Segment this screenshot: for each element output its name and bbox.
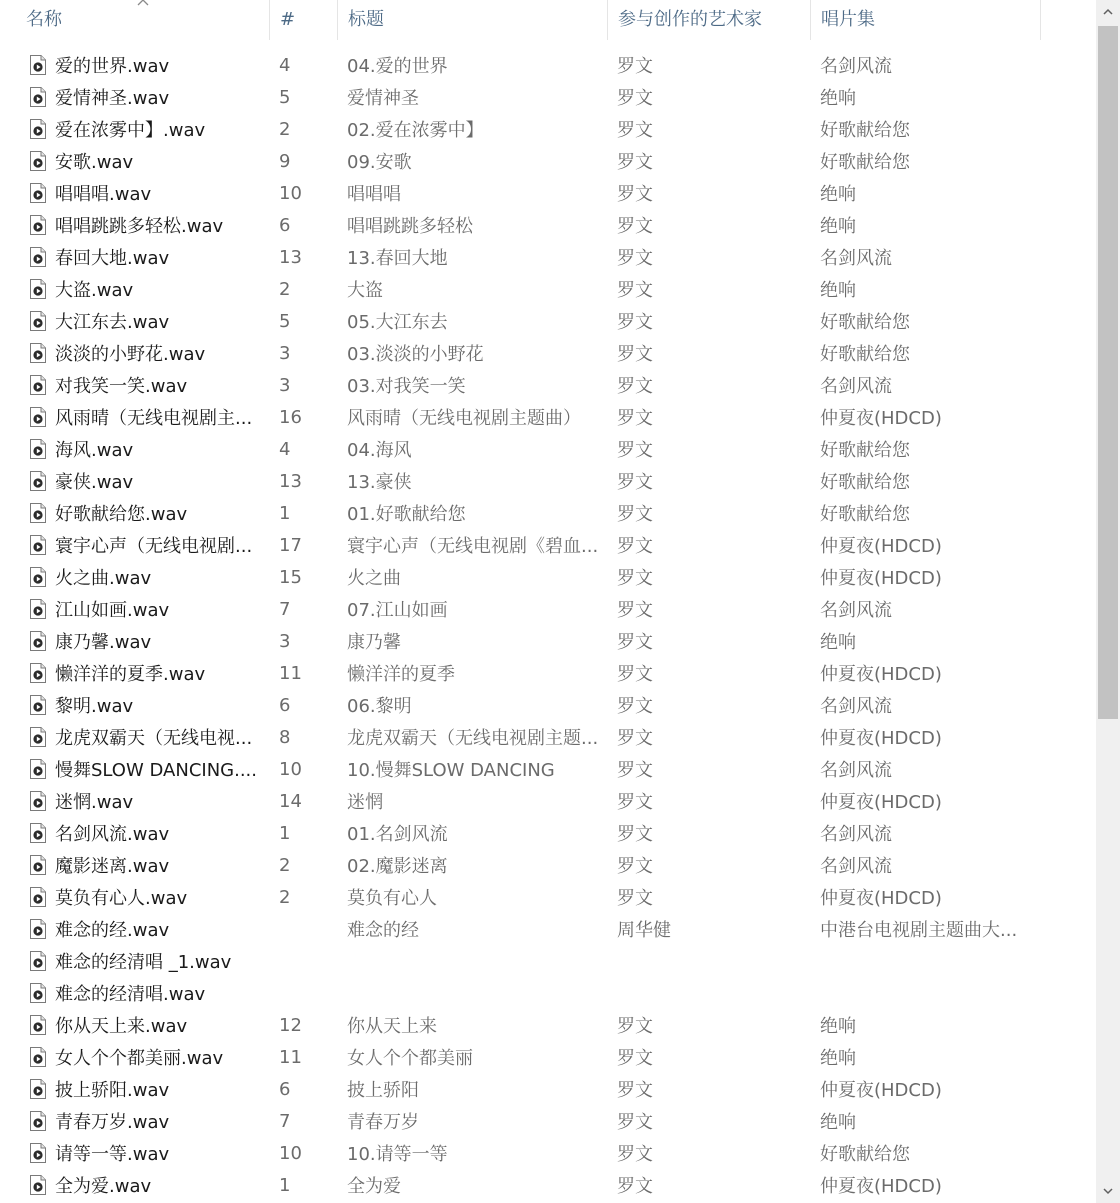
file-name-cell: [0, 340, 270, 366]
file-row[interactable]: [0, 497, 1096, 529]
file-name-cell: [0, 884, 270, 910]
track-number: 2: [279, 118, 291, 140]
file-row[interactable]: [0, 433, 1096, 465]
contributing-artist: 罗文: [617, 1080, 653, 1101]
track-title: 04.爱的世界: [347, 56, 448, 77]
file-name: 迷惘.wav: [55, 792, 134, 813]
track-title: 07.江山如画: [347, 600, 448, 621]
wav-audio-file-icon: [29, 343, 47, 363]
file-name: 慢舞SLOW DANCING....: [55, 760, 257, 781]
wav-audio-file-icon: [29, 471, 47, 491]
album-name: 好歌献给您: [820, 472, 910, 493]
file-name: 莫负有心人.wav: [55, 888, 188, 909]
file-name: 你从天上来.wav: [55, 1016, 188, 1037]
track-title: 青春万岁: [347, 1112, 419, 1133]
contributing-artist: 罗文: [617, 856, 653, 877]
track-title: 女人个个都美丽: [347, 1048, 473, 1069]
wav-audio-file-icon: [29, 791, 47, 811]
album-name: 好歌献给您: [820, 504, 910, 525]
track-title: 02.魔影迷离: [347, 856, 448, 877]
wav-audio-file-icon: [29, 951, 47, 971]
album-name: 绝响: [820, 1016, 856, 1037]
track-title: 披上骄阳: [347, 1080, 419, 1101]
contributing-artist: 罗文: [617, 440, 653, 461]
album-name: 绝响: [820, 280, 856, 301]
wav-audio-file-icon: [29, 1175, 47, 1195]
file-row[interactable]: [0, 945, 1096, 977]
file-name: 豪侠.wav: [55, 472, 134, 493]
track-number: 13: [279, 470, 302, 492]
file-name: 安歌.wav: [55, 152, 134, 173]
wav-audio-file-icon: [29, 503, 47, 523]
file-name-cell: [0, 916, 270, 942]
track-title: 03.淡淡的小野花: [347, 344, 484, 365]
track-number: 3: [279, 630, 291, 652]
file-name: 春回大地.wav: [55, 248, 170, 269]
file-row[interactable]: [0, 785, 1096, 817]
column-header-name[interactable]: [0, 0, 270, 40]
file-name-cell: [0, 1044, 270, 1070]
track-title: 难念的经: [347, 920, 419, 941]
file-name: 龙虎双霸天（无线电视...: [55, 728, 253, 749]
wav-audio-file-icon: [29, 695, 47, 715]
contributing-artist: 罗文: [617, 376, 653, 397]
contributing-artist: 罗文: [617, 88, 653, 109]
file-name: 全为爱.wav: [55, 1176, 152, 1197]
contributing-artist: 罗文: [617, 664, 653, 685]
track-number: 5: [279, 86, 291, 108]
file-name: 淡淡的小野花.wav: [55, 344, 206, 365]
wav-audio-file-icon: [29, 247, 47, 267]
file-name-cell: [0, 244, 270, 270]
file-name: 爱在浓雾中】.wav: [55, 120, 206, 141]
file-name-cell: [0, 500, 270, 526]
file-name-cell: [0, 596, 270, 622]
track-number: 3: [279, 374, 291, 396]
wav-audio-file-icon: [29, 1143, 47, 1163]
scroll-up-button[interactable]: [1096, 0, 1120, 24]
chevron-up-icon: [1102, 6, 1114, 18]
contributing-artist: 罗文: [617, 888, 653, 909]
track-number: 7: [279, 598, 291, 620]
album-name: 名剑风流: [820, 696, 892, 717]
file-name: 康乃馨.wav: [55, 632, 152, 653]
track-title: 全为爱: [347, 1176, 401, 1197]
contributing-artist: 罗文: [617, 344, 653, 365]
contributing-artist: 罗文: [617, 1144, 653, 1165]
track-title: 大盗: [347, 280, 383, 301]
file-name-cell: [0, 1108, 270, 1134]
file-name-cell: [0, 788, 270, 814]
track-title: 唱唱唱: [347, 184, 401, 205]
track-title: 05.大江东去: [347, 312, 448, 333]
track-number: 2: [279, 886, 291, 908]
contributing-artist: 罗文: [617, 696, 653, 717]
contributing-artist: 罗文: [617, 184, 653, 205]
album-name: 名剑风流: [820, 376, 892, 397]
contributing-artist: 周华健: [617, 920, 671, 941]
track-title: 唱唱跳跳多轻松: [347, 216, 473, 237]
file-row[interactable]: [0, 177, 1096, 209]
contributing-artist: 罗文: [617, 632, 653, 653]
wav-audio-file-icon: [29, 55, 47, 75]
track-number: 12: [279, 1014, 302, 1036]
file-row[interactable]: [0, 561, 1096, 593]
album-name: 名剑风流: [820, 824, 892, 845]
file-name: 懒洋洋的夏季.wav: [55, 664, 206, 685]
file-name: 风雨晴（无线电视剧主...: [55, 408, 253, 429]
wav-audio-file-icon: [29, 823, 47, 843]
track-number: 1: [279, 1174, 291, 1196]
column-header-album-label: 唱片集: [821, 9, 875, 30]
contributing-artist: 罗文: [617, 1176, 653, 1197]
file-name: 爱情神圣.wav: [55, 88, 170, 109]
track-title: 10.请等一等: [347, 1144, 448, 1165]
column-header-track-number[interactable]: [270, 0, 338, 40]
file-row[interactable]: [0, 977, 1096, 1009]
contributing-artist: 罗文: [617, 1048, 653, 1069]
file-name: 寰宇心声（无线电视剧...: [55, 536, 253, 557]
file-name-cell: [0, 52, 270, 78]
wav-audio-file-icon: [29, 183, 47, 203]
file-row[interactable]: [0, 625, 1096, 657]
album-name: 好歌献给您: [820, 1144, 910, 1165]
file-name: 魔影迷离.wav: [55, 856, 170, 877]
column-header-album[interactable]: [811, 0, 1041, 40]
track-number: 5: [279, 310, 291, 332]
track-title: 寰宇心声（无线电视剧《碧血...: [347, 536, 599, 557]
album-name: 中港台电视剧主题曲大...: [820, 920, 1018, 941]
album-name: 好歌献给您: [820, 440, 910, 461]
album-name: 绝响: [820, 632, 856, 653]
file-row[interactable]: [0, 465, 1096, 497]
track-number: 10: [279, 1142, 302, 1164]
file-row[interactable]: [0, 753, 1096, 785]
album-name: 仲夏夜(HDCD): [820, 728, 942, 749]
contributing-artist: 罗文: [617, 152, 653, 173]
file-row[interactable]: [0, 401, 1096, 433]
file-row[interactable]: [0, 721, 1096, 753]
file-row[interactable]: [0, 881, 1096, 913]
file-name-cell: [0, 1140, 270, 1166]
file-name-cell: [0, 1076, 270, 1102]
album-name: 绝响: [820, 216, 856, 237]
file-row[interactable]: [0, 305, 1096, 337]
file-name-cell: [0, 532, 270, 558]
column-header-title-label: 标题: [348, 9, 384, 30]
wav-audio-file-icon: [29, 1047, 47, 1067]
track-number: 4: [279, 438, 291, 460]
track-number: 6: [279, 214, 291, 236]
contributing-artist: 罗文: [617, 760, 653, 781]
column-header-contributing-artists-label: 参与创作的艺术家: [618, 9, 762, 30]
wav-audio-file-icon: [29, 727, 47, 747]
file-name: 难念的经清唱 _1.wav: [55, 952, 232, 973]
column-header-contributing-artists[interactable]: [608, 0, 811, 40]
column-header-track-number-label: #: [280, 9, 296, 30]
wav-audio-file-icon: [29, 983, 47, 1003]
album-name: 好歌献给您: [820, 312, 910, 333]
contributing-artist: 罗文: [617, 536, 653, 557]
track-title: 09.安歌: [347, 152, 412, 173]
file-row[interactable]: [0, 369, 1096, 401]
track-number: 6: [279, 694, 291, 716]
contributing-artist: 罗文: [617, 312, 653, 333]
file-name: 请等一等.wav: [55, 1144, 170, 1165]
wav-audio-file-icon: [29, 375, 47, 395]
file-name: 好歌献给您.wav: [55, 504, 188, 525]
file-name-cell: [0, 372, 270, 398]
track-title: 01.好歌献给您: [347, 504, 466, 525]
wav-audio-file-icon: [29, 567, 47, 587]
track-number: 17: [279, 534, 302, 556]
file-name-cell: [0, 692, 270, 718]
album-name: 仲夏夜(HDCD): [820, 1176, 942, 1197]
file-name-cell: [0, 1012, 270, 1038]
track-number: 2: [279, 854, 291, 876]
file-name: 黎明.wav: [55, 696, 134, 717]
file-name: 披上骄阳.wav: [55, 1080, 170, 1101]
album-name: 仲夏夜(HDCD): [820, 536, 942, 557]
album-name: 好歌献给您: [820, 344, 910, 365]
contributing-artist: 罗文: [617, 280, 653, 301]
file-row[interactable]: [0, 145, 1096, 177]
contributing-artist: 罗文: [617, 1016, 653, 1037]
column-header-name-label: 名称: [26, 9, 62, 30]
track-title: 02.爱在浓雾中】: [347, 120, 484, 141]
track-title: 火之曲: [347, 568, 401, 589]
file-row[interactable]: [0, 273, 1096, 305]
file-name: 青春万岁.wav: [55, 1112, 170, 1133]
contributing-artist: 罗文: [617, 408, 653, 429]
track-number: 14: [279, 790, 302, 812]
file-row[interactable]: [0, 1169, 1096, 1201]
file-row[interactable]: [0, 529, 1096, 561]
contributing-artist: 罗文: [617, 216, 653, 237]
wav-audio-file-icon: [29, 663, 47, 683]
contributing-artist: 罗文: [617, 728, 653, 749]
column-header-title[interactable]: [338, 0, 608, 40]
file-name-cell: [0, 180, 270, 206]
scrollbar-thumb[interactable]: [1098, 26, 1118, 719]
wav-audio-file-icon: [29, 1079, 47, 1099]
track-number: 10: [279, 182, 302, 204]
album-name: 仲夏夜(HDCD): [820, 888, 942, 909]
album-name: 仲夏夜(HDCD): [820, 792, 942, 813]
file-name: 唱唱跳跳多轻松.wav: [55, 216, 224, 237]
file-name: 对我笑一笑.wav: [55, 376, 188, 397]
album-name: 仲夏夜(HDCD): [820, 568, 942, 589]
vertical-scrollbar[interactable]: [1096, 0, 1120, 1203]
track-title: 莫负有心人: [347, 888, 437, 909]
track-title: 13.春回大地: [347, 248, 448, 269]
track-title: 龙虎双霸天（无线电视剧主题...: [347, 728, 599, 749]
file-row[interactable]: [0, 1009, 1096, 1041]
track-title: 迷惘: [347, 792, 383, 813]
file-name-cell: [0, 116, 270, 142]
track-number: 7: [279, 1110, 291, 1132]
column-header-bar: [0, 0, 1096, 40]
track-title: 风雨晴（无线电视剧主题曲）: [347, 408, 581, 429]
file-row[interactable]: [0, 113, 1096, 145]
file-row[interactable]: [0, 817, 1096, 849]
wav-audio-file-icon: [29, 599, 47, 619]
contributing-artist: 罗文: [617, 472, 653, 493]
track-number: 15: [279, 566, 302, 588]
track-number: 1: [279, 502, 291, 524]
file-name: 海风.wav: [55, 440, 134, 461]
contributing-artist: 罗文: [617, 56, 653, 77]
album-name: 仲夏夜(HDCD): [820, 1080, 942, 1101]
contributing-artist: 罗文: [617, 248, 653, 269]
file-name-cell: [0, 628, 270, 654]
file-name-cell: [0, 820, 270, 846]
wav-audio-file-icon: [29, 151, 47, 171]
track-number: 9: [279, 150, 291, 172]
file-name: 爱的世界.wav: [55, 56, 170, 77]
track-title: 爱情神圣: [347, 88, 419, 109]
file-name: 女人个个都美丽.wav: [55, 1048, 224, 1069]
file-name: 大江东去.wav: [55, 312, 170, 333]
album-name: 名剑风流: [820, 856, 892, 877]
wav-audio-file-icon: [29, 87, 47, 107]
track-number: 11: [279, 1046, 302, 1068]
scroll-down-button[interactable]: [1096, 1179, 1120, 1203]
sort-ascending-icon: [136, 0, 150, 10]
file-name: 唱唱唱.wav: [55, 184, 152, 205]
file-row[interactable]: [0, 241, 1096, 273]
file-name-cell: [0, 404, 270, 430]
chevron-down-icon: [1102, 1185, 1114, 1197]
album-name: 仲夏夜(HDCD): [820, 408, 942, 429]
file-row[interactable]: [0, 1041, 1096, 1073]
file-row[interactable]: [0, 657, 1096, 689]
track-number: 3: [279, 342, 291, 364]
file-row[interactable]: [0, 1073, 1096, 1105]
contributing-artist: 罗文: [617, 600, 653, 621]
file-name-cell: [0, 148, 270, 174]
track-title: 04.海风: [347, 440, 412, 461]
file-row[interactable]: [0, 49, 1096, 81]
contributing-artist: 罗文: [617, 1112, 653, 1133]
track-number: 11: [279, 662, 302, 684]
album-name: 名剑风流: [820, 248, 892, 269]
file-name-cell: [0, 436, 270, 462]
file-row[interactable]: [0, 1137, 1096, 1169]
file-name-cell: [0, 948, 270, 974]
album-name: 名剑风流: [820, 760, 892, 781]
wav-audio-file-icon: [29, 439, 47, 459]
wav-audio-file-icon: [29, 407, 47, 427]
file-name: 难念的经.wav: [55, 920, 170, 941]
wav-audio-file-icon: [29, 1015, 47, 1035]
file-row[interactable]: [0, 337, 1096, 369]
track-title: 03.对我笑一笑: [347, 376, 466, 397]
contributing-artist: 罗文: [617, 120, 653, 141]
track-title: 康乃馨: [347, 632, 401, 653]
file-name-cell: [0, 212, 270, 238]
album-name: 名剑风流: [820, 56, 892, 77]
wav-audio-file-icon: [29, 215, 47, 235]
contributing-artist: 罗文: [617, 824, 653, 845]
album-name: 绝响: [820, 1112, 856, 1133]
wav-audio-file-icon: [29, 535, 47, 555]
track-number: 8: [279, 726, 291, 748]
album-name: 绝响: [820, 184, 856, 205]
contributing-artist: 罗文: [617, 504, 653, 525]
file-row[interactable]: [0, 1105, 1096, 1137]
file-row[interactable]: [0, 209, 1096, 241]
file-name: 难念的经清唱.wav: [55, 984, 206, 1005]
file-name-cell: [0, 276, 270, 302]
contributing-artist: 罗文: [617, 792, 653, 813]
file-name-cell: [0, 1172, 270, 1198]
file-row[interactable]: [0, 689, 1096, 721]
file-name-cell: [0, 852, 270, 878]
file-name-cell: [0, 980, 270, 1006]
album-name: 好歌献给您: [820, 152, 910, 173]
track-number: 4: [279, 54, 291, 76]
wav-audio-file-icon: [29, 1111, 47, 1131]
file-name: 火之曲.wav: [55, 568, 152, 589]
album-name: 绝响: [820, 1048, 856, 1069]
file-name-cell: [0, 660, 270, 686]
album-name: 绝响: [820, 88, 856, 109]
wav-audio-file-icon: [29, 919, 47, 939]
wav-audio-file-icon: [29, 311, 47, 331]
file-row[interactable]: [0, 849, 1096, 881]
track-number: 16: [279, 406, 302, 428]
file-row[interactable]: [0, 913, 1096, 945]
wav-audio-file-icon: [29, 855, 47, 875]
file-name-cell: [0, 308, 270, 334]
file-name-cell: [0, 564, 270, 590]
album-name: 仲夏夜(HDCD): [820, 664, 942, 685]
track-number: 10: [279, 758, 302, 780]
album-name: 好歌献给您: [820, 120, 910, 141]
contributing-artist: 罗文: [617, 568, 653, 589]
wav-audio-file-icon: [29, 887, 47, 907]
track-number: 2: [279, 278, 291, 300]
track-number: 1: [279, 822, 291, 844]
wav-audio-file-icon: [29, 279, 47, 299]
album-name: 名剑风流: [820, 600, 892, 621]
track-title: 13.豪侠: [347, 472, 412, 493]
track-title: 01.名剑风流: [347, 824, 448, 845]
file-name: 江山如画.wav: [55, 600, 170, 621]
track-number: 13: [279, 246, 302, 268]
track-title: 懒洋洋的夏季: [347, 664, 455, 685]
file-name: 大盗.wav: [55, 280, 134, 301]
track-title: 你从天上来: [347, 1016, 437, 1037]
wav-audio-file-icon: [29, 759, 47, 779]
file-name: 名剑风流.wav: [55, 824, 170, 845]
wav-audio-file-icon: [29, 119, 47, 139]
file-row[interactable]: [0, 81, 1096, 113]
track-title: 06.黎明: [347, 696, 412, 717]
file-name-cell: [0, 724, 270, 750]
file-name-cell: [0, 84, 270, 110]
file-row[interactable]: [0, 593, 1096, 625]
track-title: 10.慢舞SLOW DANCING: [347, 760, 555, 781]
wav-audio-file-icon: [29, 631, 47, 651]
file-name-cell: [0, 756, 270, 782]
track-number: 6: [279, 1078, 291, 1100]
file-name-cell: [0, 468, 270, 494]
file-list: [0, 49, 1096, 1201]
